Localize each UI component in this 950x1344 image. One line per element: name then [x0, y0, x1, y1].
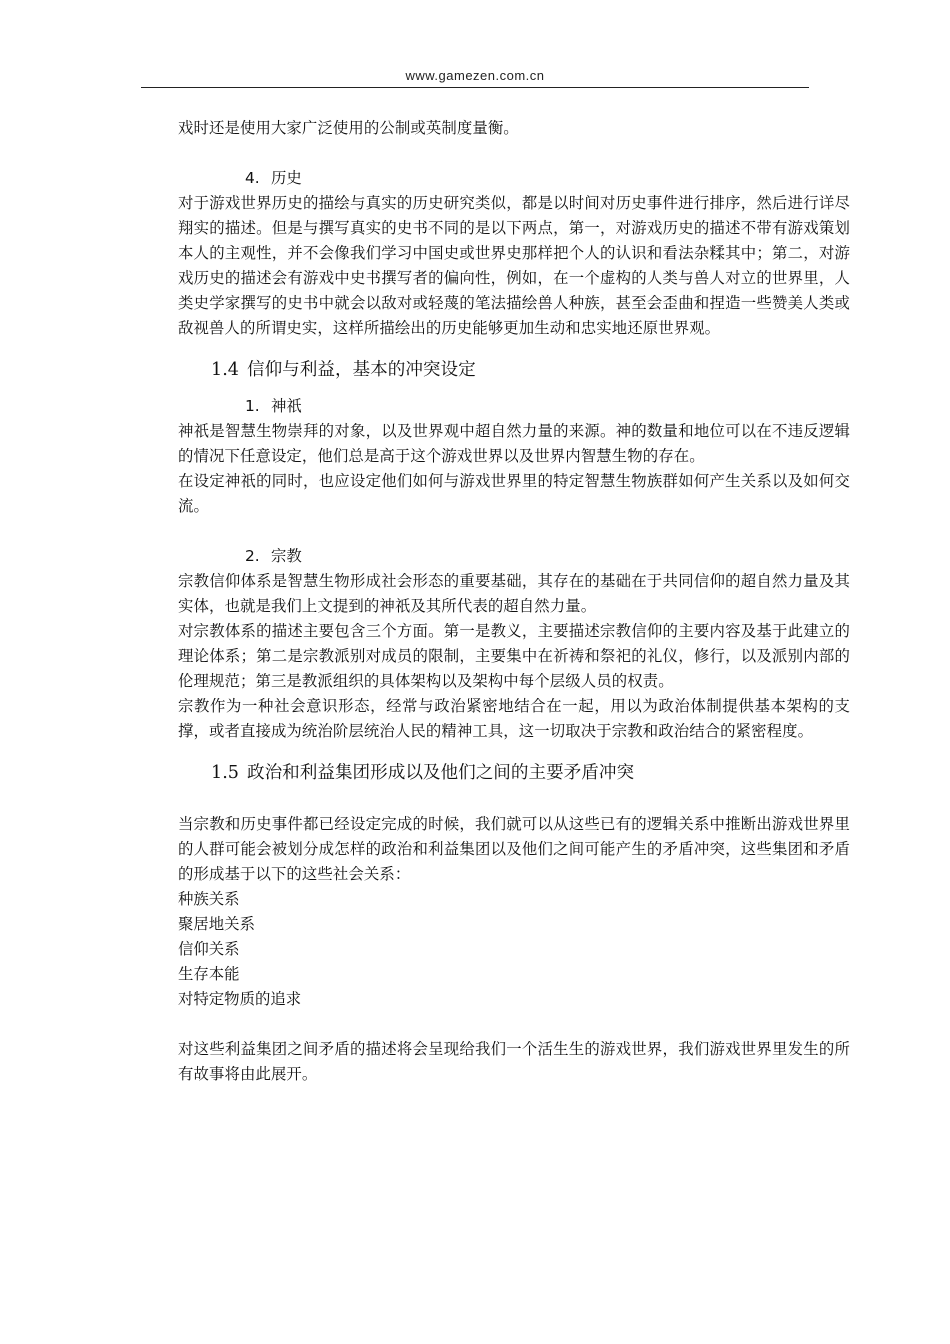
religion-paragraph: 对宗教体系的描述主要包含三个方面。第一是教义，主要描述宗教信仰的主要内容及基于此建立的理论体系；第二是宗教派别对成员的限制，主要集中在祈祷和祭祀的礼仪，修行，以及派别内部的伦理规范；第三是教派组织的具体架构以及架构中每个层级人员的权责。: [178, 622, 850, 690]
list-item: 种族关系: [178, 890, 240, 908]
spacer: [178, 787, 850, 812]
subsection-number: 4.: [245, 169, 260, 187]
spacer: [178, 141, 850, 166]
spacer: [178, 384, 850, 394]
subsection-title-deities: [178, 394, 850, 419]
subsection-label: 宗教: [271, 547, 302, 565]
subsection-title-religion: [178, 544, 850, 569]
subsection-number: 1.: [245, 397, 260, 415]
list-item: 对特定物质的追求: [178, 990, 302, 1008]
politics-paragraph: 当宗教和历史事件都已经设定完成的时候，我们就可以从这些已有的逻辑关系中推断出游戏世界里的人群可能会被划分成怎样的政治和利益集团以及他们之间可能产生的矛盾冲突，这些集团和矛盾的形成基于以下的这些社会关系：: [178, 815, 850, 883]
section-label: 政治和利益集团形成以及他们之间的主要矛盾冲突: [246, 763, 635, 783]
section-label: 信仰与利益，基本的冲突设定: [246, 360, 476, 380]
deities-paragraph: 神祇是智慧生物崇拜的对象，以及世界观中超自然力量的来源。神的数量和地位可以在不违反逻辑的情况下任意设定，他们总是高于这个游戏世界以及世界内智慧生物的存在。: [178, 422, 850, 465]
spacer: [178, 519, 850, 544]
spacer: [178, 341, 850, 356]
section-title-1-5: [178, 759, 850, 787]
spacer: [178, 1012, 850, 1037]
site-header: www.gamezen.com.cn: [405, 68, 545, 83]
spacer: [178, 744, 850, 759]
deities-paragraph: 在设定神祇的同时，也应设定他们如何与游戏世界里的特定智慧生物族群如何产生关系以及如何交流。: [178, 472, 850, 515]
intro-line: 戏时还是使用大家广泛使用的公制或英制度量衡。: [178, 119, 519, 137]
subsection-label: 神祇: [271, 397, 302, 415]
religion-paragraph: 宗教信仰体系是智慧生物形成社会形态的重要基础，其存在的基础在于共同信仰的超自然力量及其实体，也就是我们上文提到的神祇及其所代表的超自然力量。: [178, 572, 850, 615]
list-item: 聚居地关系: [178, 915, 255, 933]
list-item: 生存本能: [178, 965, 240, 983]
religion-paragraph: 宗教作为一种社会意识形态，经常与政治紧密地结合在一起，用以为政治体制提供基本架构的支撑，或者直接成为统治阶层统治人民的精神工具，这一切取决于宗教和政治结合的紧密程度。: [178, 697, 850, 740]
section-number: 1.5: [211, 763, 239, 783]
section-title-1-4: [178, 356, 850, 384]
document-body: [178, 116, 850, 1087]
subsection-title-history: [178, 166, 850, 191]
history-paragraph: 对于游戏世界历史的描绘与真实的历史研究类似，都是以时间对历史事件进行排序，然后进行详尽翔实的描述。但是与撰写真实的史书不同的是以下两点，第一，对游戏历史的描述不带有游戏策划本人的主观性，并不会像我们学习中国史或世界史那样把个人的认识和看法杂糅其中；第二，对游戏历史的描述会有游戏中史书撰写者的偏向性，例如，在一个虚构的人类与兽人对立的世界里，人类史学家撰写的史书中就会以敌对或轻蔑的笔法描绘兽人种族，甚至会歪曲和捏造一些赞美人类或敌视兽人的所谓史实，这样所描绘出的历史能够更加生动和忠实地还原世界观。: [178, 194, 850, 337]
subsection-number: 2.: [245, 547, 260, 565]
closing-paragraph: 对这些利益集团之间矛盾的描述将会呈现给我们一个活生生的游戏世界，我们游戏世界里发生的所有故事将由此展开。: [178, 1040, 850, 1083]
header-rule: [141, 87, 809, 88]
subsection-label: 历史: [271, 169, 302, 187]
section-number: 1.4: [211, 360, 239, 380]
list-item: 信仰关系: [178, 940, 240, 958]
